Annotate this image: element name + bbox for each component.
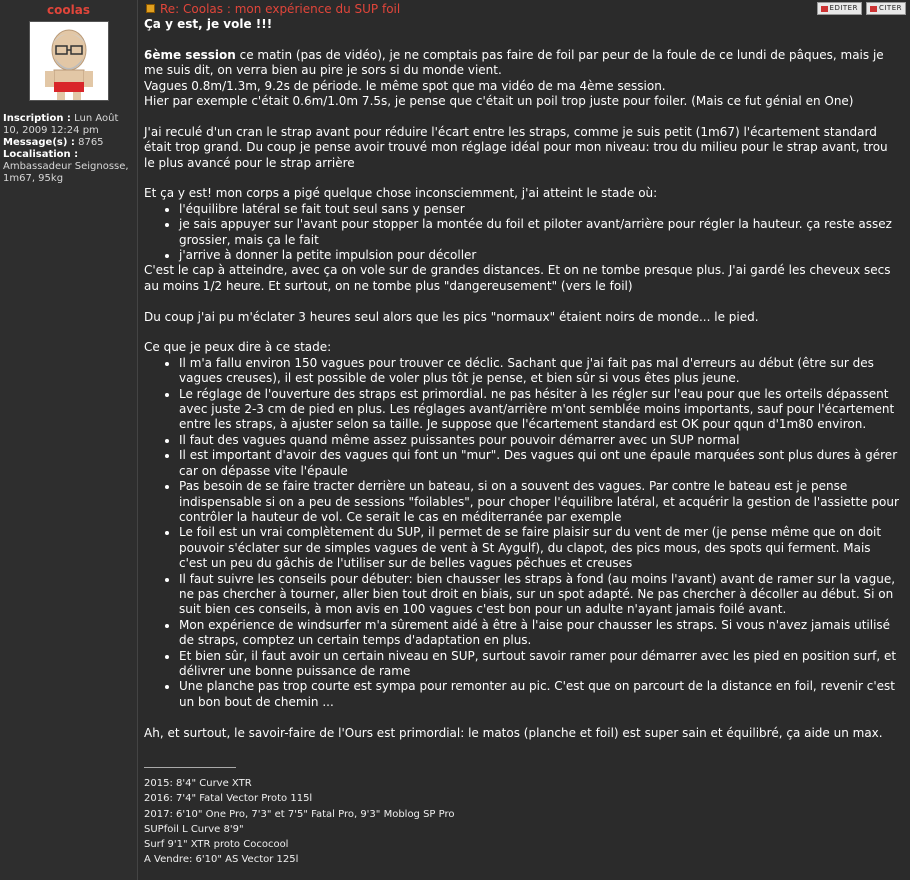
session-text: ce matin (pas de vidéo), je ne comptais pas faire de foil par peur de la foule de ce lundi de pâques, mais je me suis dit, on verra bien au pire je sors si du monde vient. — [144, 47, 884, 78]
signature-divider — [144, 767, 236, 768]
edit-button[interactable] — [817, 2, 862, 15]
list-item: • Pas besoin de se faire tracter derrière un bateau, si on a souvent des vagues. Par contre le bateau est je pense indispensable si on a peu de sessions "foilables", pour choper l'équilibre latéral, et acquérir la gestion de l'assiette pour contrôler la hauteur de vol. Ce serait le cas en méditerranée par exemple — [179, 479, 902, 525]
post-area — [138, 0, 910, 880]
list-item: • Il faut des vagues quand même assez puissantes pour pouvoir démarrer avec un SUP normal — [179, 433, 902, 448]
signature-line: Surf 9'1" XTR proto Cococool — [144, 839, 289, 851]
avatar-illustration — [30, 22, 108, 100]
stade-list — [144, 202, 902, 264]
post-icon — [146, 4, 155, 13]
quote-button[interactable] — [866, 2, 906, 15]
inscription-label: Inscription : — [3, 113, 71, 124]
list-item: • Le réglage de l'ouverture des straps est primordial. ne pas hésiter à les régler sur l'eau pour que les orteils dépassent avec juste 2-3 cm de pied en plus. Les réglages avant/arrière m'ont semblée moins importants, sauf pour l'écartement entre les straps, à ajuster selon sa taille. Je suppose que l'écartement standard est OK pour qqun d'1m80 environ. — [179, 387, 902, 433]
eclater-paragraph: Du coup j'ai pu m'éclater 3 heures seul alors que les pics "normaux" étaient noirs de monde... le pied. — [144, 309, 759, 324]
signature-line: 2015: 8'4" Curve XTR — [144, 778, 252, 789]
list-item: • Une planche pas trop courte est sympa pour remonter au pic. C'est que on parcourt de la distance en foil, revenir c'est un bon bout de chemin ... — [179, 679, 902, 710]
list-item: • l'équilibre latéral se fait tout seul sans y penser — [179, 202, 902, 217]
quote-label: CITER — [878, 4, 902, 12]
post-header — [144, 0, 910, 17]
stade-paragraph: Ce que je peux dire à ce stade: — [144, 340, 332, 355]
edit-label: EDITER — [829, 4, 858, 12]
list-item: • Mon expérience de windsurfer m'a sûrement aidé à être à l'aise pour chausser les straps. Si vous n'avez jamais utilisé de straps, comptez un certain temps d'adaptation en plus. — [179, 618, 902, 649]
inscription-value: Lun Août 10, 2009 12:24 pm — [3, 113, 119, 136]
messages-value: 8765 — [78, 137, 104, 148]
list-item: • Il faut suivre les conseils pour débuter: bien chausser les straps à fond (au moins l'avant) avant de ramer sur la vague, ne pas chercher à tourner, aller bien tout droit en biais, sur un spot adapté. Ne pas chercher à décoller au début. Si on suit bien ces conseils, à mon avis en 100 vagues c'est bon pour un adulte n'ayant jamais foilé avant. — [179, 572, 902, 618]
signature-line: 2016: 7'4" Fatal Vector Proto 115l — [144, 793, 313, 805]
username[interactable]: coolas — [47, 3, 90, 17]
user-sidebar — [0, 0, 138, 880]
post-body — [144, 17, 910, 868]
signature-line: SUPfoil L Curve 8'9" — [144, 823, 244, 835]
session-paragraph — [144, 48, 902, 79]
list-item: • Il m'a fallu environ 150 vagues pour trouver ce déclic. Sachant que j'ai fait pas mal d'erreurs au début (être sur des vagues creuses), il est possible de voler plus tôt je pense, et bien sûr si vous êtes plus jeune. — [179, 356, 902, 387]
messages-label: Message(s) : — [3, 137, 75, 148]
post-heading: Ça y est, je vole !!! — [144, 17, 273, 31]
localisation-label: Localisation : — [3, 149, 79, 160]
user-meta — [3, 113, 134, 185]
signature-line: 2017: 6'10" One Pro, 7'3" et 7'5" Fatal Pro, 9'3" Moblog SP Pro — [144, 808, 455, 820]
conseils-list — [144, 356, 902, 710]
signature-line: A Vendre: 6'10" AS Vector 125l — [144, 854, 299, 866]
corps-paragraph: Et ça y est! mon corps a pigé quelque chose inconsciemment, j'ai atteint le stade où: — [144, 186, 658, 201]
avatar — [29, 21, 109, 101]
localisation-value: Ambassadeur Seignosse, 1m67, 95kg — [3, 161, 129, 184]
post-title[interactable]: Re: Coolas : mon expérience du SUP foil — [160, 1, 401, 16]
list-item: • Et bien sûr, il faut avoir un certain niveau en SUP, surtout savoir ramer pour démarrer avec les pied en position surf, et délivrer une bonne puissance de rame — [179, 649, 902, 680]
strap-paragraph: J'ai reculé d'un cran le strap avant pour réduire l'écart entre les straps, comme je suis petit (1m67) l'écartement standard était trop grand. Du coup je pense avoir trouvé mon réglage idéal pour mon niveau: trou du milieu pour le strap avant, trou le plus avancé pour le strap arrière — [144, 124, 888, 170]
session-bold: 6ème session — [144, 47, 236, 62]
vagues-line: Vagues 0.8m/1.3m, 9.2s de période. le même spot que ma vidéo de ma 4ème session. — [144, 78, 666, 93]
list-item: • Le foil est un vrai complètement du SUP, il permet de se faire plaisir sur du vent de mer (je pense même que on doit pouvoir s'éclater sur de simples vagues de vent à St Aygulf), du clapot, des pics mous, des spots qui ferment. Mais c'est un peu du gâchis de l'utiliser sur de belles vagues pêchues et creuses — [179, 525, 902, 571]
list-item: • j'arrive à donner la petite impulsion pour décoller — [179, 248, 902, 263]
hier-line: Hier par exemple c'était 0.6m/1.0m 7.5s, je pense que c'était un poil trop juste pour foiler. (Mais ce fut génial en One) — [144, 94, 854, 109]
edit-icon — [821, 6, 828, 12]
signature — [144, 776, 902, 868]
quote-icon — [870, 6, 877, 12]
list-item: • je sais appuyer sur l'avant pour stopper la montée du foil et piloter avant/arrière pour régler la hauteur. ça reste assez grossier, mais ça le fait — [179, 217, 902, 248]
cap-paragraph: C'est le cap à atteindre, avec ça on vole sur de grandes distances. Et on ne tombe presque plus. J'ai gardé les cheveux secs au moins 1/2 heure. Et surtout, on ne tombe plus "dangereusement" (vers le foil) — [144, 263, 891, 293]
list-item: • Il est important d'avoir des vagues qui font un "mur". Des vagues qui ont une épaule marquées sont plus dures à gérer car on dépasse vite l'épaule — [179, 448, 902, 479]
post-actions — [817, 2, 906, 15]
ours-paragraph: Ah, et surtout, le savoir-faire de l'Ours est primordial: le matos (planche et foil) est super sain et équilibré, ça aide un max. — [144, 725, 883, 740]
